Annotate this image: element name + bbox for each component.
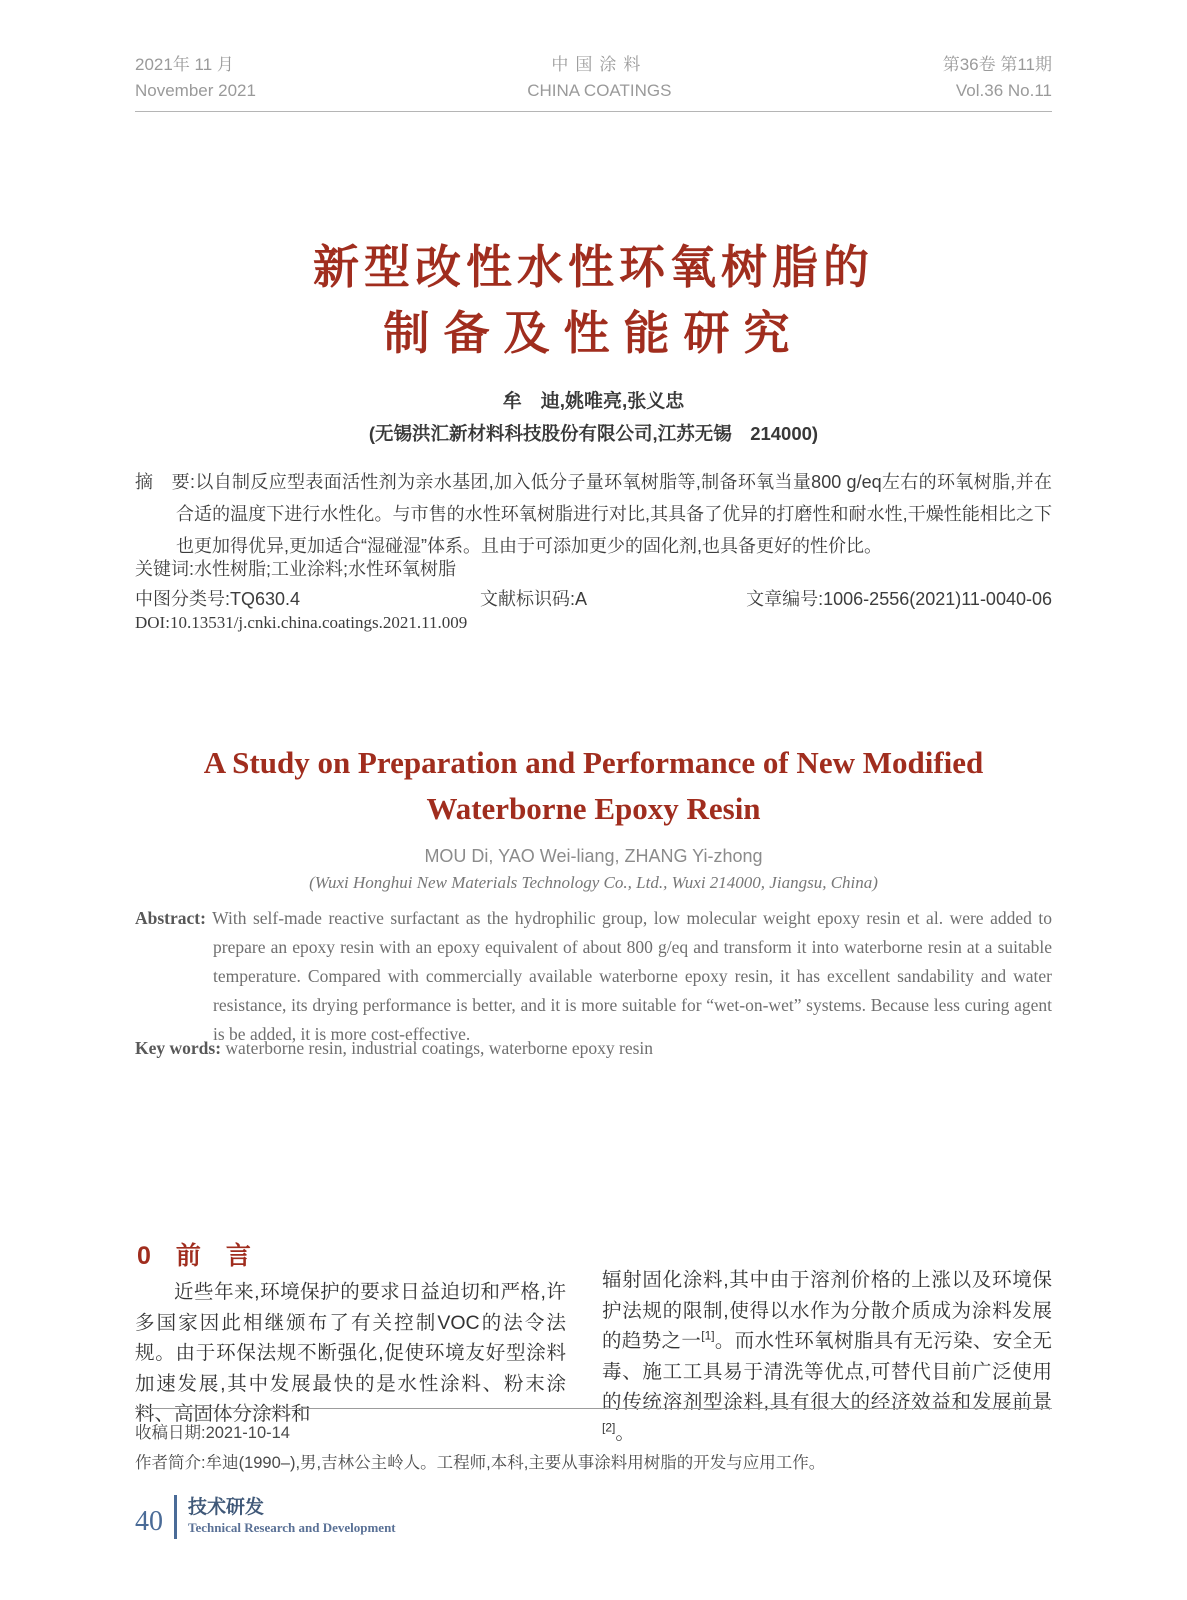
- article-title-en: [0, 740, 1187, 832]
- clc-number: 中图分类号:TQ630.4: [135, 589, 301, 609]
- article-title-cn-line1: 新型改性水性环氧树脂的: [313, 241, 874, 293]
- footnote-block: [135, 1408, 1052, 1478]
- meta-row: [135, 585, 1052, 611]
- intro-left-paragraph: 近些年来,环境保护的要求日益迫切和严格,许多国家因此相继颁布了有关控制VOC的法令法规。由于环保法规不断强化,促使环境友好型涂料加速发展,其中发展最快的是水性涂料、粉末涂料、高固体分涂料和: [135, 1281, 566, 1425]
- journal-name-cn: 中国涂料: [551, 55, 648, 74]
- citation-ref-1: [1]: [701, 1328, 715, 1343]
- authors-en: MOU Di, YAO Wei-liang, ZHANG Yi-zhong: [424, 846, 763, 866]
- article-number: 文章编号:1006-2556(2021)11-0040-06: [746, 589, 1052, 609]
- keywords-cn-label: 关键词:: [135, 559, 195, 579]
- article-title-cn-line2: 制备及性能研究: [383, 307, 804, 359]
- footer-column-cn: 技术研发: [188, 1497, 265, 1518]
- journal-header-center: [527, 52, 671, 111]
- abstract-cn-text: 以自制反应型表面活性剂为亲水基团,加入低分子量环氧树脂等,制备环氧当量800 g/eq左右的环氧树脂,并在合适的温度下进行水性化。与市售的水性环氧树脂进行对比,其具备了优异的打磨性和耐水性,干燥性能相比之下也更加得优异,更加适合“湿碰湿”体系。且由于可添加更少的固化剂,也具备更好的性价比。: [176, 472, 1052, 556]
- keywords-en: [135, 1038, 1052, 1059]
- journal-date-en: November 2021: [135, 81, 256, 100]
- abstract-en-text: With self-made reactive surfactant as the hydrophilic group, low molecular weight epoxy resin et al. were added to prepare an epoxy resin with an epoxy equivalent of about 800 g/eq and transform it into waterborne resin at a suitable temperature. Compared with commercially available waterborne epoxy resin, it has excellent sandability and water resistance, its drying performance is better, and it is more suitable for “wet-on-wet” systems. Because less curing agent is be added, it is more cost-effective.: [212, 908, 1052, 1044]
- abstract-en: [135, 904, 1052, 1049]
- abstract-en-label: Abstract:: [135, 908, 206, 928]
- section-heading-intro: 0 前 言: [137, 1242, 251, 1270]
- keywords-en-text: waterborne resin, industrial coatings, waterborne epoxy resin: [225, 1038, 654, 1058]
- received-date: 收稿日期:2021-10-14: [135, 1424, 290, 1442]
- abstract-cn-label: 摘 要:: [135, 472, 196, 492]
- authors-cn: 牟 迪,姚唯亮,张义忠: [502, 391, 685, 412]
- intro-right-text-1: 辐射固化涂料,其中由于溶剂价格的上涨以及环境保护法规的限制,使得以水作为分散介质成为涂料发展的趋势之一: [602, 1269, 1052, 1352]
- keywords-en-label: Key words:: [135, 1038, 222, 1058]
- footer-divider-bar: [174, 1495, 177, 1539]
- author-bio: 作者简介:牟迪(1990–),男,吉林公主岭人。工程师,本科,主要从事涂料用树脂的开发与应用工作。: [135, 1454, 826, 1472]
- citation-ref-2: [2]: [602, 1420, 616, 1434]
- intro-right-text-2: 。而水性环氧树脂具有无污染、安全无毒、施工工具易于清洗等优点,可替代目前广泛使用的传统溶剂型涂料,具有很大的经济效益和发展前景: [602, 1330, 1052, 1413]
- keywords-cn: [135, 556, 1052, 582]
- article-title-en-line2: Waterborne Epoxy Resin: [426, 791, 761, 826]
- document-code: 文献标识码:A: [480, 589, 588, 609]
- footer-column-title: [188, 1497, 396, 1537]
- journal-header-left: [135, 52, 256, 111]
- intro-right-text-3: 。: [615, 1421, 635, 1444]
- journal-header-right: [943, 52, 1052, 111]
- page-footer: [135, 1495, 396, 1539]
- doi: DOI:10.13531/j.cnki.china.coatings.2021.11.009: [135, 613, 468, 632]
- abstract-cn: [135, 466, 1052, 562]
- journal-name-en: CHINA COATINGS: [527, 81, 672, 100]
- journal-header: [135, 52, 1052, 112]
- article-title-cn: [0, 234, 1187, 366]
- article-title-en-line1: A Study on Preparation and Performance of New Modified: [203, 745, 984, 780]
- journal-issue-cn: 第36卷 第11期: [942, 55, 1052, 74]
- affiliation-en: (Wuxi Honghui New Materials Technology Co., Ltd., Wuxi 214000, Jiangsu, China): [309, 873, 878, 892]
- intro-column-left: [135, 1277, 566, 1430]
- footer-column-en: Technical Research and Development: [188, 1520, 396, 1535]
- journal-date-cn: 2021年 11 月: [135, 55, 234, 74]
- journal-issue-en: Vol.36 No.11: [955, 81, 1052, 100]
- keywords-cn-text: 水性树脂;工业涂料;水性环氧树脂: [194, 559, 457, 579]
- page-number: 40: [135, 1506, 163, 1537]
- affiliation-cn: (无锡洪汇新材料科技股份有限公司,江苏无锡 214000): [368, 423, 819, 444]
